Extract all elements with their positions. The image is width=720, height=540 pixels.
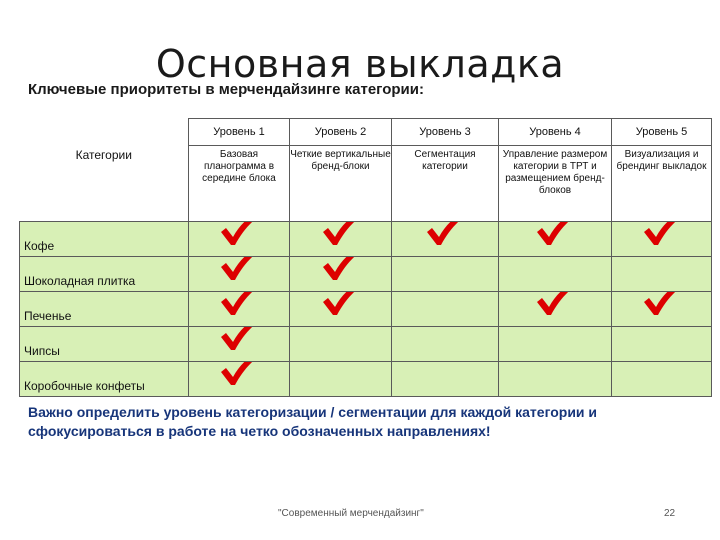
category-row (20, 292, 712, 327)
level-cell (499, 257, 612, 292)
level-cell (499, 222, 612, 257)
level-description: Сегментация категории (392, 146, 499, 222)
level-cell (392, 327, 499, 362)
level-header-row (20, 119, 712, 146)
level-cell (612, 257, 712, 292)
level-cell (189, 257, 290, 292)
checkmark-icon (319, 292, 363, 317)
checkmark-icon (533, 222, 577, 247)
level-cell (612, 362, 712, 397)
checkmark-icon (423, 222, 467, 247)
level-cell (290, 257, 392, 292)
level-description-row (20, 146, 712, 222)
table-corner (20, 119, 189, 146)
level-cell (290, 292, 392, 327)
level-cell (290, 222, 392, 257)
checkmark-icon (640, 292, 684, 317)
level-cell (392, 362, 499, 397)
category-row (20, 257, 712, 292)
level-cell (290, 327, 392, 362)
priority-table-body (20, 119, 712, 397)
checkmark-icon (217, 257, 261, 282)
level-cell (189, 222, 290, 257)
category-label: Печенье (20, 292, 189, 327)
checkmark-icon (640, 222, 684, 247)
level-description: Визуализация и брендинг выкладок (612, 146, 712, 222)
category-row (20, 327, 712, 362)
checkmark-icon (217, 292, 261, 317)
level-description: Базовая планограмма в середине блока (189, 146, 290, 222)
checkmark-icon (217, 222, 261, 247)
category-label: Кофе (20, 222, 189, 257)
checkmark-icon (319, 222, 363, 247)
level-cell (499, 327, 612, 362)
level-cell (392, 257, 499, 292)
category-label: Шоколадная плитка (20, 257, 189, 292)
level-cell (499, 292, 612, 327)
level-cell (189, 327, 290, 362)
level-description: Четкие вертикальные бренд-блоки (290, 146, 392, 222)
category-label: Коробочные конфеты (20, 362, 189, 397)
page-number: 22 (664, 508, 676, 519)
footer-source: "Современный мерчендайзинг" (278, 508, 424, 519)
level-cell (392, 292, 499, 327)
level-header: Уровень 5 (612, 119, 712, 146)
category-label: Чипсы (20, 327, 189, 362)
level-description: Управление размером категории в ТРТ и размещением бренд-блоков (499, 146, 612, 222)
level-cell (499, 362, 612, 397)
level-cell (392, 222, 499, 257)
level-cell (290, 362, 392, 397)
checkmark-icon (217, 362, 261, 387)
level-cell (612, 222, 712, 257)
priority-table (19, 118, 712, 397)
categories-header: Категории (75, 147, 132, 162)
slide-title: Основная выкладка (155, 42, 565, 86)
level-header: Уровень 4 (499, 119, 612, 146)
level-cell (189, 292, 290, 327)
level-cell (612, 292, 712, 327)
slide-subtitle: Ключевые приоритеты в мерчендайзинге категории: (28, 81, 424, 98)
key-note: Важно определить уровень категоризации / сегментации для каждой категории и сфокусироваться в работе на четко обозначенных направлениях! (28, 404, 598, 439)
level-cell (189, 362, 290, 397)
level-cell (612, 327, 712, 362)
category-row (20, 362, 712, 397)
category-row (20, 222, 712, 257)
level-header: Уровень 3 (392, 119, 499, 146)
level-header: Уровень 1 (189, 119, 290, 146)
checkmark-icon (533, 292, 577, 317)
level-header: Уровень 2 (290, 119, 392, 146)
checkmark-icon (217, 327, 261, 352)
checkmark-icon (319, 257, 363, 282)
